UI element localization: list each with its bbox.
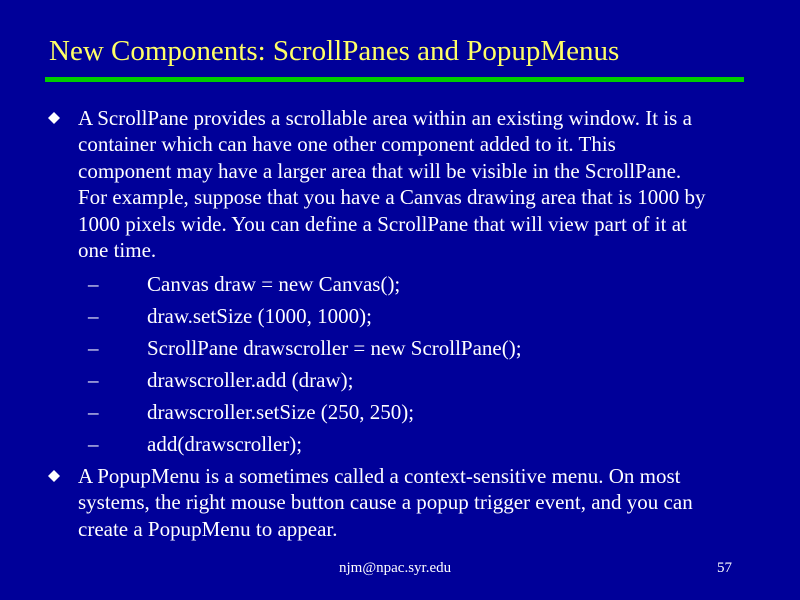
bullet-2-text bbox=[78, 463, 758, 542]
code-line: Canvas draw = new Canvas(); bbox=[147, 272, 401, 296]
code-line: ScrollPane drawscroller = new ScrollPane(); bbox=[147, 336, 522, 360]
text-line: create a PopupMenu to appear. bbox=[78, 516, 338, 541]
code-line: drawscroller.add (draw); bbox=[147, 368, 354, 392]
footer-email: njm@npac.syr.edu bbox=[339, 560, 452, 576]
page-number: 57 bbox=[717, 560, 732, 576]
text-line: component may have a larger area that will be visible in the ScrollPane. bbox=[78, 158, 682, 183]
text-line: systems, the right mouse button cause a popup trigger event, and you can bbox=[78, 490, 693, 515]
text-line: A PopupMenu is a sometimes called a context-sensitive menu. On most bbox=[78, 464, 681, 488]
text-line: one time. bbox=[78, 238, 157, 263]
text-line: container which can have one other component added to it. This bbox=[78, 132, 616, 157]
dash-marker: – bbox=[88, 368, 99, 392]
text-line: A ScrollPane provides a scrollable area within an existing window. It is a bbox=[78, 106, 692, 130]
text-line: For example, suppose that you have a Canvas drawing area that is 1000 by bbox=[78, 185, 706, 210]
code-line: drawscroller.setSize (250, 250); bbox=[147, 400, 415, 424]
slide-title: New Components: ScrollPanes and PopupMenus bbox=[49, 35, 620, 67]
title-underline bbox=[45, 77, 744, 82]
code-line: draw.setSize (1000, 1000); bbox=[147, 304, 372, 328]
diamond-bullet-icon bbox=[48, 470, 60, 482]
bullet-1-text bbox=[78, 105, 758, 263]
diamond-bullet-icon bbox=[48, 112, 60, 124]
dash-marker: – bbox=[88, 336, 99, 360]
dash-marker: – bbox=[88, 272, 99, 296]
code-line: add(drawscroller); bbox=[147, 432, 303, 456]
dash-marker: – bbox=[88, 400, 99, 424]
text-line: 1000 pixels wide. You can define a ScrollPane that will view part of it at bbox=[78, 211, 687, 236]
dash-marker: – bbox=[88, 432, 99, 456]
dash-marker: – bbox=[88, 304, 99, 328]
